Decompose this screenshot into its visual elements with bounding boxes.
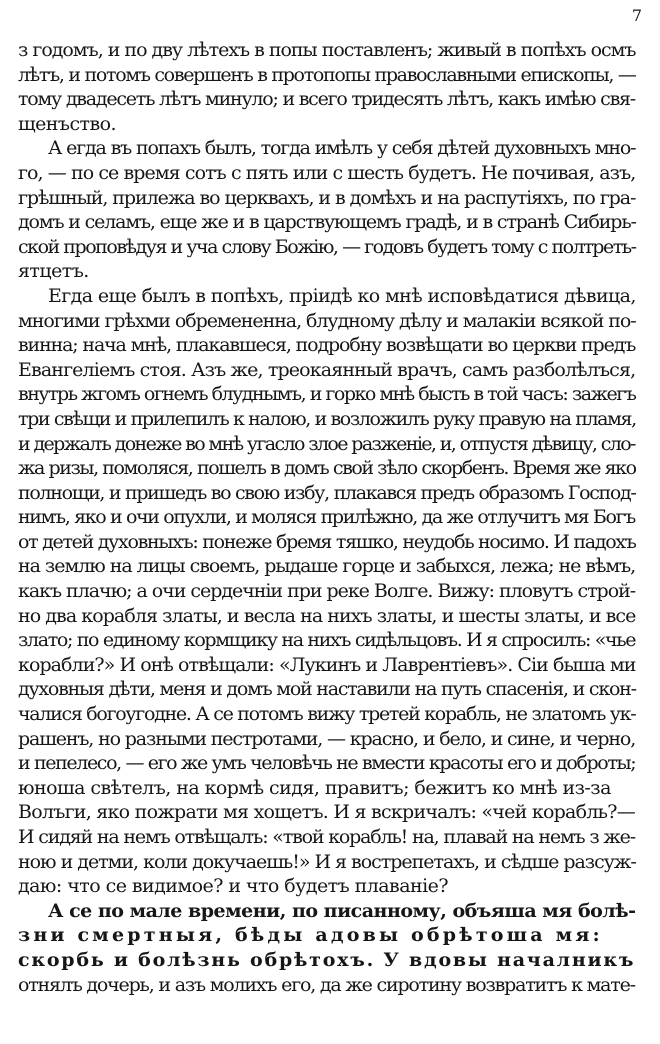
text-line: ятцетъ. <box>18 260 89 283</box>
text-line: и держалъ донеже во мнѣ угасло злое разженіе, и, отпустя дѣвицу, сло- <box>18 432 635 455</box>
text-line: А егда въ попахъ былъ, тогда имѣлъ у себя дѣтей духовныхъ мно- <box>48 137 636 160</box>
text-line: нимъ, яко и очи опухли, и моляся прилѣжно, да же отлучитъ мя Богъ <box>18 506 635 529</box>
text-line: от детей духовныхъ: понеже бремя тяшко, неудобь носимо. И падохъ <box>18 530 636 553</box>
text-line: зни смертныя, бѣды адовы обрѣтоша мя: <box>18 924 603 947</box>
text-line: но два корабля златы, и весла на нихъ златы, и шесты златы, и все <box>18 604 636 627</box>
text-line: щенъство. <box>18 112 117 135</box>
text-line: го, — по се время сотъ с пять или с шесть будетъ. Не почивая, азъ, <box>18 161 636 184</box>
text-line: корабли?» И онѣ отвѣщали: «Лукинъ и Лаврентіевъ». Сiи быша ми <box>18 653 636 676</box>
text-line: Егда еще былъ в попѣхъ, прiидѣ ко мнѣ исповѣдатися дѣвица, <box>48 284 636 307</box>
text-line: рашенъ, но разными пестротами, — красно, и бело, и сине, и черно, <box>18 727 636 750</box>
text-line: даю: что се видимое? и что будетъ плаваніе? <box>18 875 448 898</box>
text-line: з годомъ, и по дву лѣтехъ в попы поставленъ; живый в попѣхъ осмъ <box>18 39 636 61</box>
text-line: юноша свѣтелъ, на кормѣ сидя, правитъ; бежитъ ко мнѣ из-за <box>18 776 611 799</box>
text-line: лѣтъ, и потомъ совершенъ в протопопы православными епископы, — <box>18 63 636 86</box>
text-line: домъ и селамъ, еще же и в царствующемъ градѣ, и в странѣ Сибирь- <box>18 211 636 234</box>
text-line: Евангеліемъ стоя. Азъ же, треокаянный врачъ, самъ разболѣлъся, <box>18 358 636 381</box>
text-line: многими грѣхми обремененна, блудному дѣлу и малакіи всякой по- <box>18 309 636 332</box>
text-line: скорбь и болѣзнь обрѣтохъ. У вдовы началникъ <box>18 948 636 971</box>
text-line: полнощи, и пришедъ во свою избу, плакався предъ образомъ Господ- <box>18 481 636 504</box>
text-line: на землю на лицы своемъ, рыдаше горце и забыхся, лежа; не вѣмъ, <box>18 555 636 578</box>
text-line: грѣшный, прилежа во церквахъ, и в домѣхъ и на распутіяхъ, по гра- <box>18 186 636 209</box>
text-line: жа ризы, помоляся, пошелъ в домъ свой зѣло скорбенъ. Время же яко <box>18 457 636 480</box>
text-line: какъ плачю; а очи сердечніи при реке Волге. Вижу: пловутъ строй- <box>18 580 636 603</box>
text-line: злато; по единому кормщику на нихъ сидѣльцовъ. И я спросилъ: «чье <box>18 629 636 652</box>
text-line: И сидяй на немъ отвѣщалъ: «твой корабль! на, плавай на немъ з же- <box>18 826 635 848</box>
text-line: винна; нача мнѣ, плакавшеся, подробну возвѣщати во церкви предъ <box>18 334 636 357</box>
text-line: А се по мале времени, по писанному, объяша мя болѣ- <box>48 899 636 922</box>
text-line: три свѣщи и прилепилъ к налою, и возложилъ руку правую на пламя, <box>18 407 636 430</box>
text-line: чалися богоугодне. А се потомъ вижу третей корабль, не златомъ ук- <box>18 703 636 726</box>
text-line: внутрь жгомъ огнемъ блуднымъ, и горко мнѣ бысть в той часъ: зажегъ <box>18 383 636 406</box>
text-line: ской проповѣдуя и уча слову Божію, — годовъ будетъ тому с полтреть- <box>18 235 636 258</box>
text-line: тому двадесеть лѣтъ минуло; и всего тридесять лѣтъ, какъ имѣю свя- <box>18 88 635 111</box>
body-text <box>18 38 636 997</box>
text-line: ною и детми, коли докучаешь!» И я вострепетахъ, и сѣдше разсуж- <box>18 850 636 873</box>
text-line: Волъги, яко пожрати мя хощетъ. И я вскричалъ: «чей корабль?— <box>18 801 635 824</box>
text-line: и пепелесо, — его же умъ человѣчь не вмести красоты его и доброты; <box>18 752 636 775</box>
text-line: духовныя дѣти, меня и домъ мой наставили на путь спасенія, и скон- <box>18 678 636 701</box>
page-number: 7 <box>631 6 642 25</box>
text-line: отнялъ дочерь, и азъ молихъ его, да же сиротину возвратитъ к мате- <box>18 973 635 996</box>
